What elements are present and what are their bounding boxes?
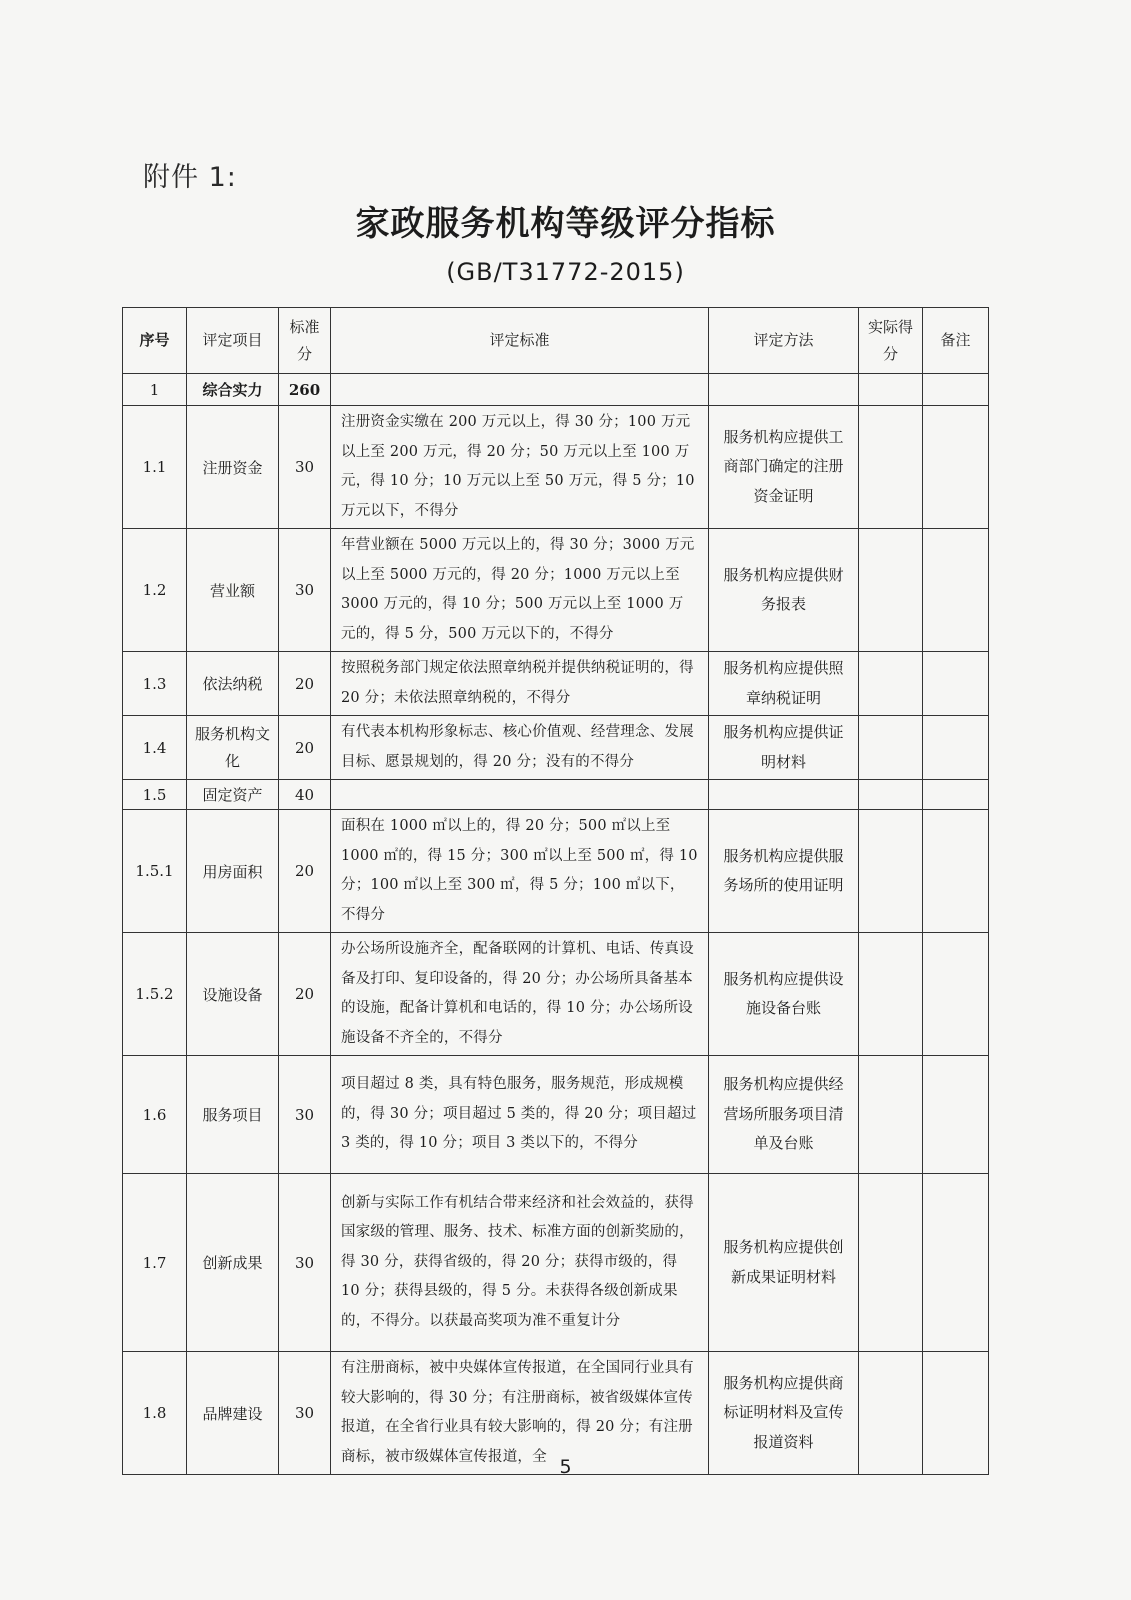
row-method: 服务机构应提供设施设备台账 (709, 933, 859, 1056)
header-item: 评定项目 (187, 308, 279, 374)
row-note (923, 652, 989, 716)
row-method: 服务机构应提供财务报表 (709, 529, 859, 652)
row-note (923, 780, 989, 810)
table-row (123, 933, 989, 1056)
row-note (923, 406, 989, 529)
header-criteria: 评定标准 (331, 308, 709, 374)
row-seq: 1.7 (123, 1174, 187, 1352)
row-item: 服务项目 (187, 1056, 279, 1174)
row-score: 30 (279, 1174, 331, 1352)
table-row (123, 652, 989, 716)
row-score: 20 (279, 652, 331, 716)
table-row (123, 716, 989, 780)
header-note: 备注 (923, 308, 989, 374)
row-item: 创新成果 (187, 1174, 279, 1352)
page-number: 5 (559, 1456, 572, 1478)
row-seq: 1.1 (123, 406, 187, 529)
table-row (123, 810, 989, 933)
row-item: 营业额 (187, 529, 279, 652)
row-method: 服务机构应提供经营场所服务项目清单及台账 (709, 1056, 859, 1174)
row-note (923, 529, 989, 652)
row-criteria: 注册资金实缴在 200 万元以上，得 30 分；100 万元以上至 200 万元，得 20 分；50 万元以上至 100 万元，得 10 分；10 万元以上至 50 万元，得 5 分；10 万元以下，不得分 (331, 406, 709, 529)
row-method: 服务机构应提供商标证明材料及宣传报道资料 (709, 1352, 859, 1475)
row-note (923, 933, 989, 1056)
document-title: 家政服务机构等级评分指标 (355, 204, 776, 244)
standard-code: (GB/T31772-2015) (446, 258, 685, 286)
row-item: 固定资产 (187, 780, 279, 810)
row-actual (859, 933, 923, 1056)
row-seq: 1.5.2 (123, 933, 187, 1056)
row-score: 40 (279, 780, 331, 810)
row-score: 260 (279, 374, 331, 406)
row-seq: 1 (123, 374, 187, 406)
row-method (709, 374, 859, 406)
row-criteria: 创新与实际工作有机结合带来经济和社会效益的，获得国家级的管理、服务、技术、标准方面的创新奖励的，得 30 分，获得省级的，得 20 分；获得市级的，得 10 分；获得县级的，得 5 分。未获得各级创新成果的，不得分。以获最高奖项为准不重复计分 (331, 1174, 709, 1352)
row-criteria: 有代表本机构形象标志、核心价值观、经营理念、发展目标、愿景规划的，得 20 分；没有的不得分 (331, 716, 709, 780)
row-method: 服务机构应提供证明材料 (709, 716, 859, 780)
row-actual (859, 1056, 923, 1174)
row-note (923, 1056, 989, 1174)
row-score: 30 (279, 1352, 331, 1475)
row-actual (859, 810, 923, 933)
row-item: 服务机构文化 (187, 716, 279, 780)
row-actual (859, 406, 923, 529)
row-actual (859, 716, 923, 780)
row-score: 30 (279, 406, 331, 529)
row-criteria (331, 374, 709, 406)
row-item: 依法纳税 (187, 652, 279, 716)
row-seq: 1.6 (123, 1056, 187, 1174)
row-method: 服务机构应提供创新成果证明材料 (709, 1174, 859, 1352)
row-criteria (331, 780, 709, 810)
row-seq: 1.2 (123, 529, 187, 652)
row-method: 服务机构应提供照章纳税证明 (709, 652, 859, 716)
row-item: 用房面积 (187, 810, 279, 933)
row-item: 品牌建设 (187, 1352, 279, 1475)
table-row (123, 780, 989, 810)
row-method (709, 780, 859, 810)
row-actual (859, 374, 923, 406)
row-criteria: 项目超过 8 类，具有特色服务，服务规范，形成规模的，得 30 分；项目超过 5 类的，得 20 分；项目超过 3 类的，得 10 分；项目 3 类以下的，不得分 (331, 1056, 709, 1174)
header-method: 评定方法 (709, 308, 859, 374)
row-score: 30 (279, 1056, 331, 1174)
row-criteria: 面积在 1000 ㎡以上的，得 20 分；500 ㎡以上至 1000 ㎡的，得 15 分；300 ㎡以上至 500 ㎡，得 10 分；100 ㎡以上至 300 ㎡，得 5 分；100 ㎡以下，不得分 (331, 810, 709, 933)
row-criteria: 办公场所设施齐全，配备联网的计算机、电话、传真设备及打印、复印设备的，得 20 分；办公场所具备基本的设施，配备计算机和电话的，得 10 分；办公场所设施设备不齐全的，不得分 (331, 933, 709, 1056)
row-actual (859, 1174, 923, 1352)
row-actual (859, 780, 923, 810)
row-note (923, 716, 989, 780)
row-seq: 1.8 (123, 1352, 187, 1475)
table-row (123, 1056, 989, 1174)
row-method: 服务机构应提供服务场所的使用证明 (709, 810, 859, 933)
row-note (923, 374, 989, 406)
row-item: 设施设备 (187, 933, 279, 1056)
row-seq: 1.3 (123, 652, 187, 716)
attachment-label: 附件 1: (143, 162, 237, 193)
row-actual (859, 529, 923, 652)
row-seq: 1.4 (123, 716, 187, 780)
header-score: 标准分 (279, 308, 331, 374)
header-seq: 序号 (123, 308, 187, 374)
row-seq: 1.5 (123, 780, 187, 810)
row-note (923, 810, 989, 933)
row-seq: 1.5.1 (123, 810, 187, 933)
row-note (923, 1174, 989, 1352)
row-score: 30 (279, 529, 331, 652)
table-row (123, 529, 989, 652)
row-score: 20 (279, 933, 331, 1056)
header-actual: 实际得分 (859, 308, 923, 374)
row-score: 20 (279, 716, 331, 780)
table-header-row (123, 308, 989, 374)
row-criteria: 按照税务部门规定依法照章纳税并提供纳税证明的，得 20 分；未依法照章纳税的，不得分 (331, 652, 709, 716)
table-row (123, 406, 989, 529)
row-actual (859, 652, 923, 716)
row-criteria: 年营业额在 5000 万元以上的，得 30 分；3000 万元以上至 5000 万元的，得 20 分；1000 万元以上至 3000 万元的，得 10 分；500 万元以上至 1000 万元的，得 5 分，500 万元以下的，不得分 (331, 529, 709, 652)
row-item: 综合实力 (187, 374, 279, 406)
row-item: 注册资金 (187, 406, 279, 529)
scoring-table (122, 307, 989, 1475)
table-row (123, 374, 989, 406)
row-method: 服务机构应提供工商部门确定的注册资金证明 (709, 406, 859, 529)
row-score: 20 (279, 810, 331, 933)
table-row (123, 1174, 989, 1352)
row-criteria: 有注册商标，被中央媒体宣传报道，在全国同行业具有较大影响的，得 30 分；有注册商标，被省级媒体宣传报道，在全省行业具有较大影响的，得 20 分；有注册商标，被市级媒体宣传报道，全 (331, 1352, 709, 1475)
